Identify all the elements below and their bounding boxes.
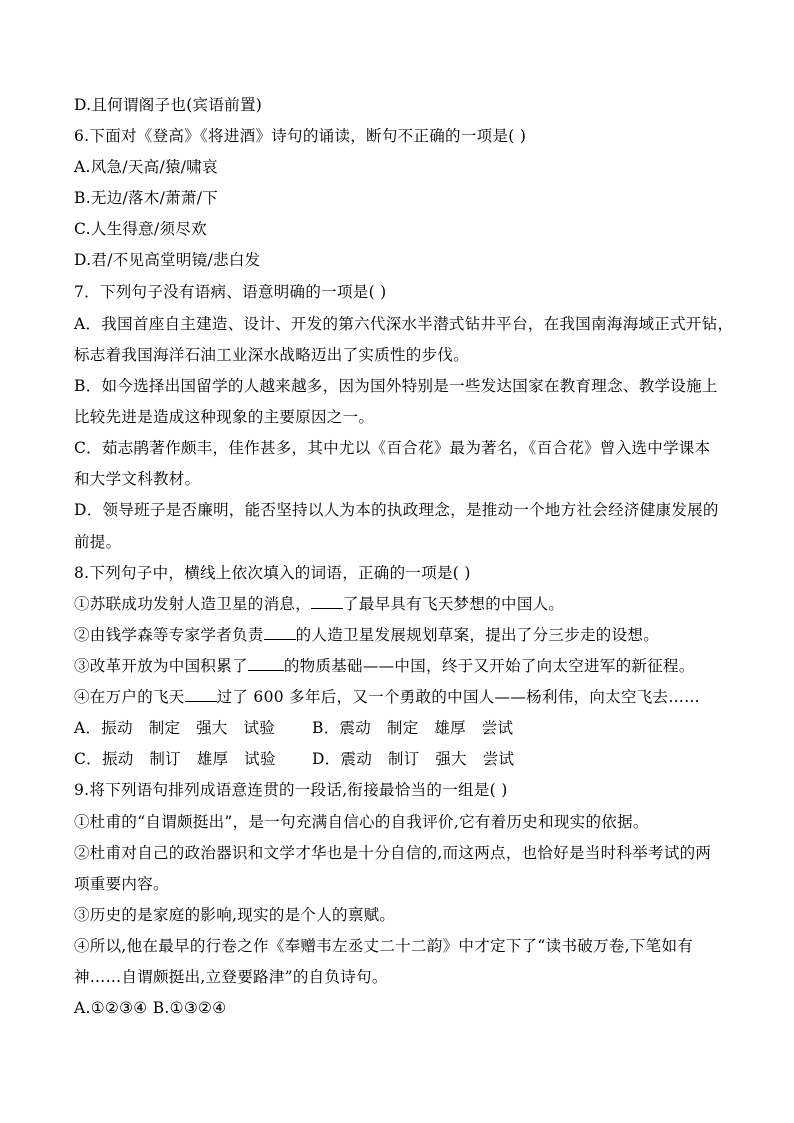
q6-option-c: C.人生得意/须尽欢 (74, 220, 207, 238)
q8-options-row1 (74, 718, 734, 738)
q8-option-c: C．振动 制订 雄厚 试验 (74, 750, 276, 768)
fill-blank (264, 625, 296, 640)
q7-option-c-line2: 和大学文科教材。 (74, 470, 201, 488)
q8-s4-part1: ④在万户的飞天 (74, 688, 185, 706)
q8-s2-part2: 的人造卫星发展规划草案，提出了分三步走的设想。 (295, 626, 660, 644)
fill-blank (185, 687, 217, 702)
q5-option-d: D.且何谓阁子也(宾语前置) (74, 96, 263, 114)
q8-sentence-3 (74, 656, 734, 676)
q8-s1-part1: ①苏联成功发射人造卫星的消息， (74, 595, 312, 613)
q8-s2-part1: ②由钱学森等专家学者负责 (74, 626, 264, 644)
q7-option-a-line2: 标志着我国海洋石油工业深水战略迈出了实质性的步伐。 (74, 346, 470, 364)
q6-option-a: A.风急/天高/猿/啸哀 (74, 158, 218, 176)
fill-blank (311, 594, 343, 609)
q7-option-b-line2: 比较先进是造成这种现象的主要原因之一。 (74, 408, 375, 426)
q7-option-a-line1: A．我国首座自主建造、设计、开发的第六代深水半潜式钻井平台，在我国南海海域正式开钻， (74, 315, 734, 333)
q8-options-row2 (74, 749, 734, 769)
q9-sentence-4-line1: ④所以,他在最早的行卷之作《奉赠韦左丞丈二十二韵》中才定下了“读书破万卷,下笔如有 (74, 937, 694, 955)
q9-options: A.①②③④ B.①③②④ (74, 999, 227, 1017)
q9-sentence-4-line2: 神……自谓颇挺出,立登要路津”的自负诗句。 (74, 968, 388, 986)
q8-s4-part2: 过了 600 多年后，又一个勇敢的中国人——杨利伟，向太空飞去…… (216, 688, 700, 706)
q8-s3-part2: 的物质基础——中国，终于又开始了向太空进军的新征程。 (283, 657, 695, 675)
q8-s1-part2: 了最早具有飞天梦想的中国人。 (343, 595, 565, 613)
q8-sentence-2 (74, 625, 734, 645)
q7-option-d-line1: D．领导班子是否廉明，能否坚持以人为本的执政理念，是推动一个地方社会经济健康发展的 (74, 501, 719, 519)
q9-sentence-1: ①杜甫的“自谓颇挺出”，是一句充满自信心的自我评价,它有着历史和现实的依据。 (74, 813, 649, 831)
q8-option-a: A．振动 制定 强大 试验 (74, 719, 276, 737)
q8-stem: 8.下列句子中，横线上依次填入的词语，正确的一项是( ) (74, 564, 471, 582)
q9-sentence-2-line2: 项重要内容。 (74, 875, 169, 893)
q8-sentence-4 (74, 687, 734, 707)
q7-option-c-line1: C．茹志鹃著作颇丰，佳作甚多，其中尤以《百合花》最为著名，《百合花》曾入选中学课本 (74, 439, 711, 457)
q8-sentence-1 (74, 594, 734, 614)
q6-option-d: D.君/不见高堂明镜/悲白发 (74, 251, 261, 269)
q9-sentence-3: ③历史的是家庭的影响,现实的是个人的禀赋。 (74, 906, 396, 924)
q8-s3-part1: ③改革开放为中国积累了 (74, 657, 248, 675)
q6-stem: 6.下面对《登高》《将进酒》诗句的诵读，断句不正确的一项是( ) (74, 127, 527, 145)
q9-stem: 9.将下列语句排列成语意连贯的一段话,衔接最恰当的一组是( ) (74, 781, 508, 799)
q7-stem: 7．下列句子没有语病、语意明确的一项是( ) (74, 283, 387, 301)
q6-option-b: B.无边/落木/萧萧/下 (74, 189, 219, 207)
q8-option-d: D．震动 制订 强大 尝试 (312, 750, 515, 768)
q8-option-b: B．震动 制定 雄厚 尝试 (312, 719, 514, 737)
q7-option-d-line2: 前提。 (74, 533, 122, 551)
fill-blank (248, 656, 284, 671)
q7-option-b-line1: B．如今选择出国留学的人越来越多，因为国外特别是一些发达国家在教育理念、教学设施上 (74, 377, 718, 395)
q9-sentence-2-line1: ②杜甫对自己的政治器识和文学才华也是十分自信的,而这两点，也恰好是当时科举考试的两 (74, 844, 712, 862)
